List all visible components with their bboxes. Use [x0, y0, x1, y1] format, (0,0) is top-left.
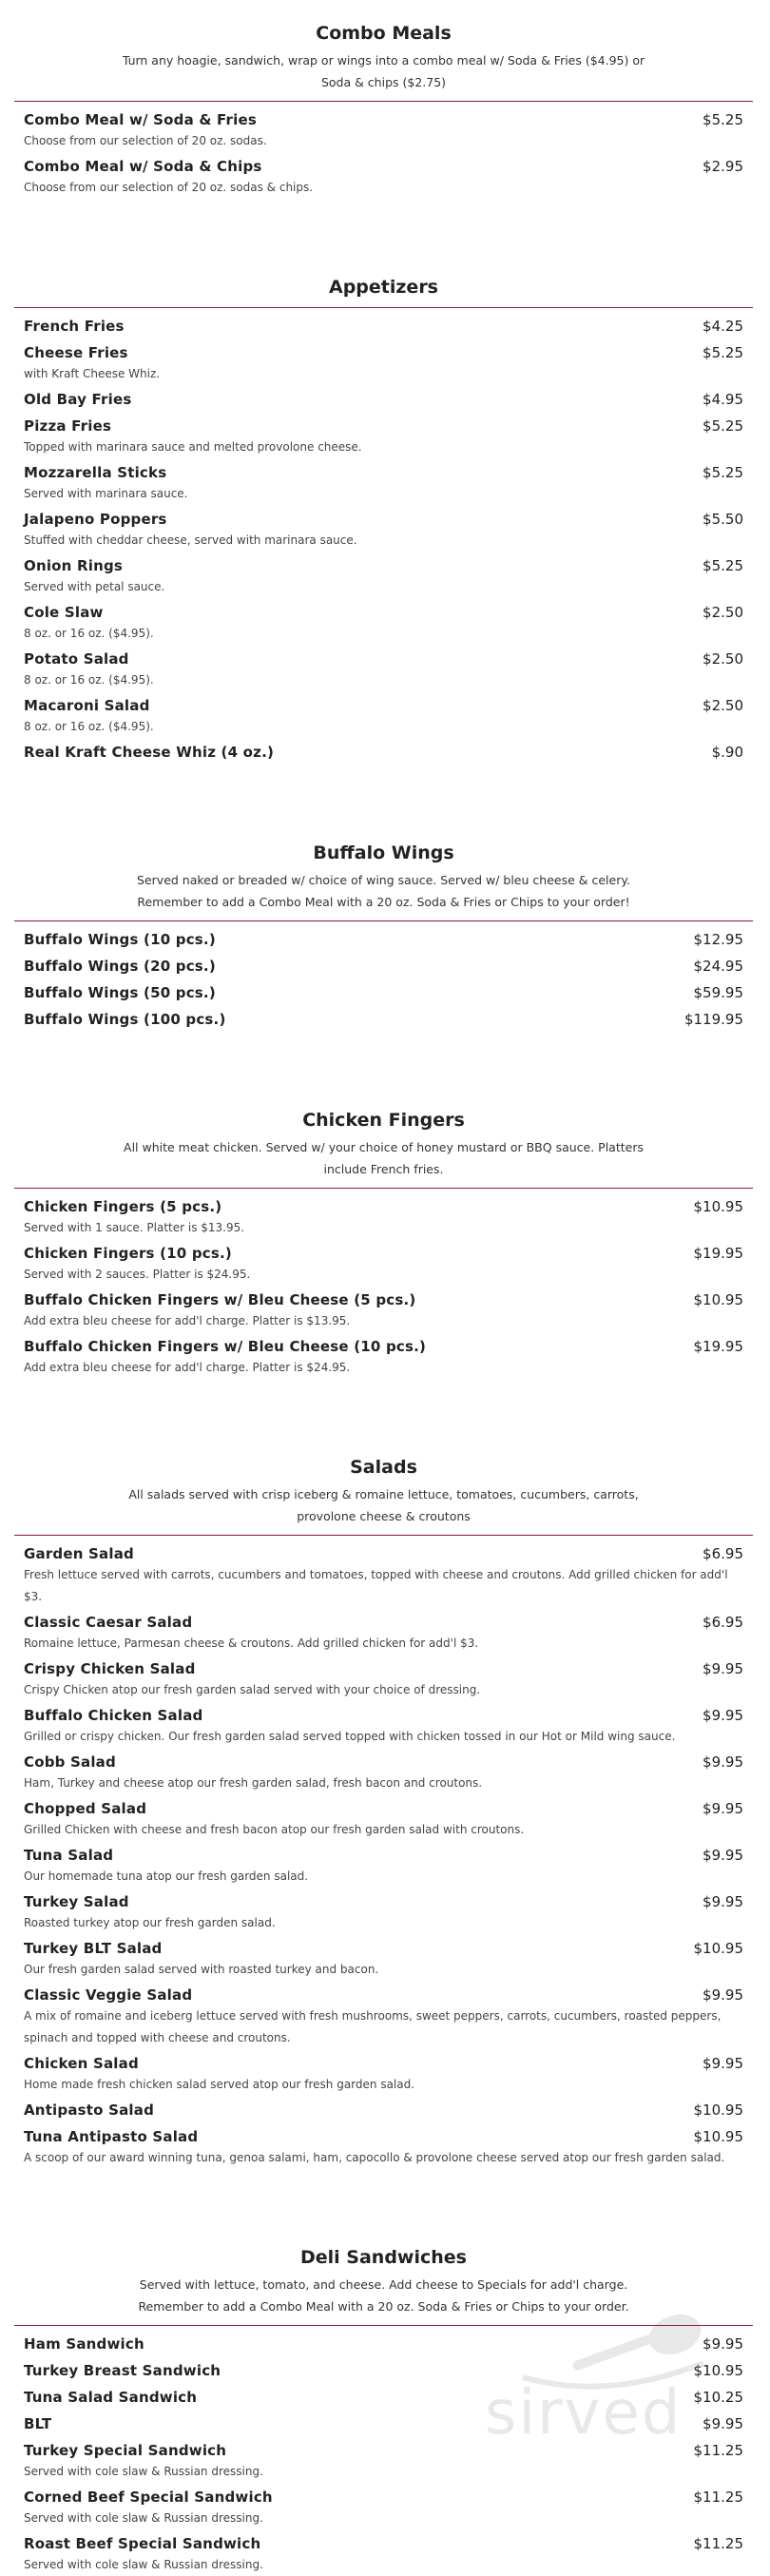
- menu-item-name: Chicken Fingers (5 pcs.): [24, 1198, 222, 1215]
- menu-item: [14, 598, 753, 645]
- menu-item: [14, 385, 753, 412]
- menu-item-name: Tuna Salad Sandwich: [24, 2389, 198, 2406]
- menu-item-price: $10.95: [693, 2101, 743, 2119]
- menu-item-description: Our fresh garden salad served with roasted turkey and bacon.: [24, 1963, 379, 1976]
- menu-item: [14, 2096, 753, 2122]
- menu-item-description: Add extra bleu cheese for add'l charge. Platter is $13.95.: [24, 1314, 351, 1327]
- section-spacer: [14, 2169, 753, 2224]
- menu-item-description: Ham, Turkey and cheese atop our fresh garden salad, fresh bacon and croutons.: [24, 1776, 483, 1790]
- menu-item-row: [24, 1241, 743, 1266]
- menu-item-description: Served with cole slaw & Russian dressing.: [24, 2511, 263, 2525]
- menu-item-row: [24, 314, 743, 339]
- menu-item-price: $9.95: [703, 1847, 743, 1864]
- section-description: All white meat chicken. Served w/ your choice of honey mustard or BBQ sauce. Platters include French fries.: [124, 1140, 644, 1176]
- menu-item: [14, 1239, 753, 1286]
- menu-item-price: $9.95: [703, 1660, 743, 1677]
- menu-item: [14, 2483, 753, 2529]
- section-title: Deli Sandwiches: [300, 2247, 467, 2268]
- menu-item: [14, 1934, 753, 1981]
- menu-item-name: Jalapeno Poppers: [24, 511, 167, 528]
- menu-item: [14, 152, 753, 199]
- menu-item-description: Fresh lettuce served with carrots, cucumbers and tomatoes, topped with cheese and croutons. Add grilled chicken for add'l $3.: [24, 1568, 728, 1603]
- menu-item-row: [24, 1334, 743, 1359]
- menu-item-price: $4.95: [703, 391, 743, 408]
- menu-item-name: French Fries: [24, 318, 125, 335]
- menu-item-price: $59.95: [693, 984, 743, 1001]
- menu-item-description: Served with 2 sauces. Platter is $24.95.: [24, 1268, 251, 1281]
- menu-item-price: $9.95: [703, 2415, 743, 2432]
- menu-item-name: Real Kraft Cheese Whiz (4 oz.): [24, 744, 275, 761]
- menu-item-price: $.90: [711, 744, 743, 761]
- menu-item-description: with Kraft Cheese Whiz.: [24, 367, 161, 380]
- menu-item-description: Served with cole slaw & Russian dressing.: [24, 2465, 263, 2478]
- section-header: [14, 820, 753, 913]
- menu-item-name: Antipasto Salad: [24, 2101, 155, 2119]
- menu-item-price: $9.95: [703, 1707, 743, 1724]
- menu-item-price: $9.95: [703, 1753, 743, 1771]
- menu-item-description: Topped with marinara sauce and melted provolone cheese.: [24, 440, 362, 454]
- item-list: [14, 921, 753, 1032]
- menu-item-name: Onion Rings: [24, 557, 124, 574]
- menu-item-row: [24, 980, 743, 1005]
- menu-item-price: $9.95: [703, 2335, 743, 2353]
- menu-item-row: [24, 1703, 743, 1728]
- menu-item-row: [24, 954, 743, 978]
- menu-item-price: $6.95: [703, 1614, 743, 1631]
- menu-item: [14, 1981, 753, 2049]
- menu-item: [14, 1192, 753, 1239]
- menu-item: [14, 339, 753, 385]
- menu-item-name: Chopped Salad: [24, 1800, 147, 1817]
- section-header: [14, 1087, 753, 1180]
- menu-item-price: $19.95: [693, 1338, 743, 1355]
- item-list: [14, 308, 753, 765]
- section-header: [14, 0, 753, 93]
- menu-item-name: Chicken Salad: [24, 2055, 139, 2072]
- menu-item-price: $5.25: [703, 417, 743, 435]
- section-spacer: [14, 1032, 753, 1087]
- menu-item-name: Buffalo Wings (100 pcs.): [24, 1011, 226, 1028]
- menu-item: [14, 952, 753, 978]
- menu-item-price: $9.95: [703, 1800, 743, 1817]
- menu-item-name: Turkey Breast Sandwich: [24, 2362, 221, 2379]
- menu-item-description: Home made fresh chicken salad served atop our fresh garden salad.: [24, 2078, 415, 2091]
- menu-item-price: $9.95: [703, 1986, 743, 2004]
- section-title: Appetizers: [328, 277, 438, 298]
- watermark-text: sirved: [485, 2378, 683, 2449]
- sirved-watermark: [485, 2296, 732, 2449]
- menu-item-name: Classic Caesar Salad: [24, 1614, 193, 1631]
- menu-item: [14, 458, 753, 505]
- menu-item-name: Classic Veggie Salad: [24, 1986, 193, 2004]
- menu-item-name: Turkey Salad: [24, 1893, 129, 1910]
- menu-item-name: Garden Salad: [24, 1545, 134, 1562]
- menu-item-row: [24, 2098, 743, 2122]
- menu-item-price: $9.95: [703, 1893, 743, 1910]
- section-description: Served naked or breaded w/ choice of wing sauce. Served w/ bleu cheese & celery. Remember to add a Combo Meal with a 20 oz. Soda & Fries or Chips to your order!: [137, 873, 630, 909]
- menu-item-row: [24, 1750, 743, 1774]
- menu-item-name: Tuna Salad: [24, 1847, 114, 1864]
- menu-item: [14, 1888, 753, 1934]
- menu-item-description: Served with marinara sauce.: [24, 487, 188, 500]
- menu-item-row: [24, 693, 743, 718]
- menu-item-description: Crispy Chicken atop our fresh garden salad served with your choice of dressing.: [24, 1683, 481, 1696]
- menu-item-price: $19.95: [693, 1245, 743, 1262]
- menu-item-price: $11.25: [693, 2442, 743, 2459]
- menu-item-price: $10.95: [693, 1940, 743, 1957]
- menu-item: [14, 1748, 753, 1794]
- menu-item-row: [24, 1796, 743, 1821]
- menu-item-description: Choose from our selection of 20 oz. sodas & chips.: [24, 181, 314, 194]
- menu-item-row: [24, 1889, 743, 1914]
- section-title: Combo Meals: [316, 23, 452, 44]
- section-header: [14, 254, 753, 300]
- menu-item: [14, 312, 753, 339]
- menu-item-row: [24, 340, 743, 365]
- menu-item-name: Old Bay Fries: [24, 391, 132, 408]
- menu-item-price: $2.50: [703, 650, 743, 668]
- menu-item-name: Buffalo Chicken Salad: [24, 1707, 203, 1724]
- menu-item-description: Stuffed with cheddar cheese, served with marinara sauce.: [24, 533, 357, 547]
- menu-item-description: Roasted turkey atop our fresh garden salad.: [24, 1916, 276, 1929]
- menu-item-name: Pizza Fries: [24, 417, 112, 435]
- menu-item: [14, 738, 753, 765]
- section-description: Served with lettuce, tomato, and cheese. Add cheese to Specials for add'l charge. Remember to add a Combo Meal with a 20 oz. Soda & Fries or Chips to your order.: [138, 2277, 629, 2314]
- section-header: [14, 1434, 753, 1527]
- menu-item-name: Corned Beef Special Sandwich: [24, 2489, 273, 2506]
- menu-item-description: Served with cole slaw & Russian dressing.: [24, 2558, 263, 2571]
- menu-item: [14, 1841, 753, 1888]
- menu-item-price: $2.95: [703, 158, 743, 175]
- menu-item-description: 8 oz. or 16 oz. ($4.95).: [24, 720, 154, 733]
- menu-item-row: [24, 387, 743, 412]
- menu-item-row: [24, 414, 743, 438]
- menu-item-name: Buffalo Chicken Fingers w/ Bleu Cheese (10 pcs.): [24, 1338, 427, 1355]
- menu-item-name: Combo Meal w/ Soda & Fries: [24, 111, 257, 128]
- menu-item-price: $5.25: [703, 344, 743, 361]
- menu-item-row: [24, 647, 743, 671]
- menu-item-description: Romaine lettuce, Parmesan cheese & croutons. Add grilled chicken for add'l $3.: [24, 1637, 479, 1650]
- menu-item-name: Mozzarella Sticks: [24, 464, 167, 481]
- section-spacer: [14, 199, 753, 254]
- menu-item-row: [24, 1983, 743, 2007]
- menu-item-name: Buffalo Wings (10 pcs.): [24, 931, 216, 948]
- menu-item-price: $24.95: [693, 958, 743, 975]
- menu-item-row: [24, 553, 743, 578]
- menu-item-row: [24, 460, 743, 485]
- section-spacer: [14, 765, 753, 820]
- menu-section: [14, 1434, 753, 2224]
- item-list: [14, 102, 753, 199]
- menu-item: [14, 1608, 753, 1655]
- menu-item-row: [24, 2531, 743, 2556]
- menu-item: [14, 412, 753, 458]
- menu-item-description: Choose from our selection of 20 oz. sodas.: [24, 134, 267, 147]
- menu-item-row: [24, 1610, 743, 1635]
- menu-item-name: Potato Salad: [24, 650, 129, 668]
- menu-item: [14, 978, 753, 1005]
- menu-item-name: Crispy Chicken Salad: [24, 1660, 196, 1677]
- menu-item-price: $12.95: [693, 931, 743, 948]
- menu-item-name: Cole Slaw: [24, 604, 104, 621]
- menu-item: [14, 1005, 753, 1032]
- menu-item: [14, 2529, 753, 2576]
- menu-item: [14, 1332, 753, 1379]
- menu-item-name: Cheese Fries: [24, 344, 128, 361]
- menu-item-description: 8 oz. or 16 oz. ($4.95).: [24, 627, 154, 640]
- menu-item-price: $5.25: [703, 557, 743, 574]
- menu-item-row: [24, 507, 743, 532]
- menu-item: [14, 106, 753, 152]
- menu-item-price: $5.50: [703, 511, 743, 528]
- menu-item-name: Buffalo Chicken Fingers w/ Bleu Cheese (5 pcs.): [24, 1291, 416, 1308]
- menu-item-description: A scoop of our award winning tuna, genoa salami, ham, capocollo & provolone cheese served atop our fresh garden salad.: [24, 2151, 725, 2164]
- menu-item-row: [24, 927, 743, 952]
- menu-item-name: Roast Beef Special Sandwich: [24, 2535, 261, 2552]
- menu-item-row: [24, 1843, 743, 1868]
- menu-item: [14, 691, 753, 738]
- menu-item-price: $4.25: [703, 318, 743, 335]
- menu-item-row: [24, 1656, 743, 1681]
- menu-item-description: A mix of romaine and iceberg lettuce served with fresh mushrooms, sweet peppers, carrots, cucumbers, roasted peppers, spinach and topped with cheese and croutons.: [24, 2009, 722, 2044]
- menu-item-description: Served with 1 sauce. Platter is $13.95.: [24, 1221, 245, 1234]
- menu-item-name: Tuna Antipasto Salad: [24, 2128, 199, 2145]
- menu-item: [14, 1286, 753, 1332]
- menu-section: [14, 1087, 753, 1434]
- menu-item-price: $10.95: [693, 1291, 743, 1308]
- menu-item-name: Ham Sandwich: [24, 2335, 144, 2353]
- menu-item-price: $5.25: [703, 464, 743, 481]
- menu-item-description: Served with petal sauce.: [24, 580, 165, 593]
- section-spacer: [14, 1379, 753, 1434]
- section-title: Buffalo Wings: [313, 843, 454, 863]
- menu-item-price: $6.95: [703, 1545, 743, 1562]
- menu-item-name: Turkey Special Sandwich: [24, 2442, 227, 2459]
- menu-section: [14, 820, 753, 1087]
- menu-item-row: [24, 2485, 743, 2509]
- menu-item-price: $10.95: [693, 1198, 743, 1215]
- menu-item: [14, 1540, 753, 1608]
- menu-item-name: Buffalo Wings (20 pcs.): [24, 958, 216, 975]
- menu-item-price: $2.50: [703, 697, 743, 714]
- menu-item-description: Add extra bleu cheese for add'l charge. Platter is $24.95.: [24, 1361, 351, 1374]
- menu-item-row: [24, 2124, 743, 2149]
- item-list: [14, 1536, 753, 2169]
- menu-item-description: Grilled or crispy chicken. Our fresh garden salad served topped with chicken tossed in our Hot or Mild wing sauce.: [24, 1730, 676, 1743]
- menu-item-row: [24, 2051, 743, 2076]
- menu-item-name: Buffalo Wings (50 pcs.): [24, 984, 216, 1001]
- menu-item-price: $10.25: [693, 2389, 743, 2406]
- menu-item-name: Turkey BLT Salad: [24, 1940, 163, 1957]
- menu-item-row: [24, 1541, 743, 1566]
- menu-item-name: Combo Meal w/ Soda & Chips: [24, 158, 262, 175]
- menu-item-price: $119.95: [683, 1011, 743, 1028]
- menu-section: [14, 0, 753, 254]
- menu-item-row: [24, 1288, 743, 1312]
- menu-item: [14, 2049, 753, 2096]
- menu-item-description: Grilled Chicken with cheese and fresh bacon atop our fresh garden salad with croutons.: [24, 1823, 525, 1836]
- menu-item-name: BLT: [24, 2415, 52, 2432]
- menu-item-price: $11.25: [693, 2535, 743, 2552]
- menu-item: [14, 552, 753, 598]
- menu-item-price: $5.25: [703, 111, 743, 128]
- menu-item: [14, 1794, 753, 1841]
- menu-item-row: [24, 1936, 743, 1961]
- section-title: Salads: [350, 1457, 417, 1478]
- menu-item-price: $11.25: [693, 2489, 743, 2506]
- menu-item: [14, 1655, 753, 1701]
- menu-item-description: Our homemade tuna atop our fresh garden salad.: [24, 1869, 309, 1883]
- menu-item-row: [24, 107, 743, 132]
- section-title: Chicken Fingers: [302, 1110, 465, 1131]
- menu-item-name: Macaroni Salad: [24, 697, 150, 714]
- section-description: All salads served with crisp iceberg & romaine lettuce, tomatoes, cucumbers, carrots, provolone cheese & croutons: [128, 1487, 639, 1523]
- menu-item-price: $2.50: [703, 604, 743, 621]
- menu-item-row: [24, 1007, 743, 1032]
- menu-item: [14, 925, 753, 952]
- menu-item-name: Cobb Salad: [24, 1753, 116, 1771]
- menu-item-row: [24, 154, 743, 179]
- menu-item: [14, 1701, 753, 1748]
- menu-item-row: [24, 1194, 743, 1219]
- menu-item: [14, 2122, 753, 2169]
- item-list: [14, 1189, 753, 1379]
- menu-item: [14, 645, 753, 691]
- menu-item-description: 8 oz. or 16 oz. ($4.95).: [24, 673, 154, 687]
- menu-section: [14, 254, 753, 820]
- menu-item-name: Chicken Fingers (10 pcs.): [24, 1245, 232, 1262]
- menu-item-row: [24, 600, 743, 625]
- menu-item: [14, 505, 753, 552]
- menu-item-price: $10.95: [693, 2362, 743, 2379]
- menu-item-price: $10.95: [693, 2128, 743, 2145]
- menu-item-price: $9.95: [703, 2055, 743, 2072]
- section-description: Turn any hoagie, sandwich, wrap or wings into a combo meal w/ Soda & Fries ($4.95) or Soda & chips ($2.75): [122, 53, 645, 89]
- menu-item-row: [24, 740, 743, 765]
